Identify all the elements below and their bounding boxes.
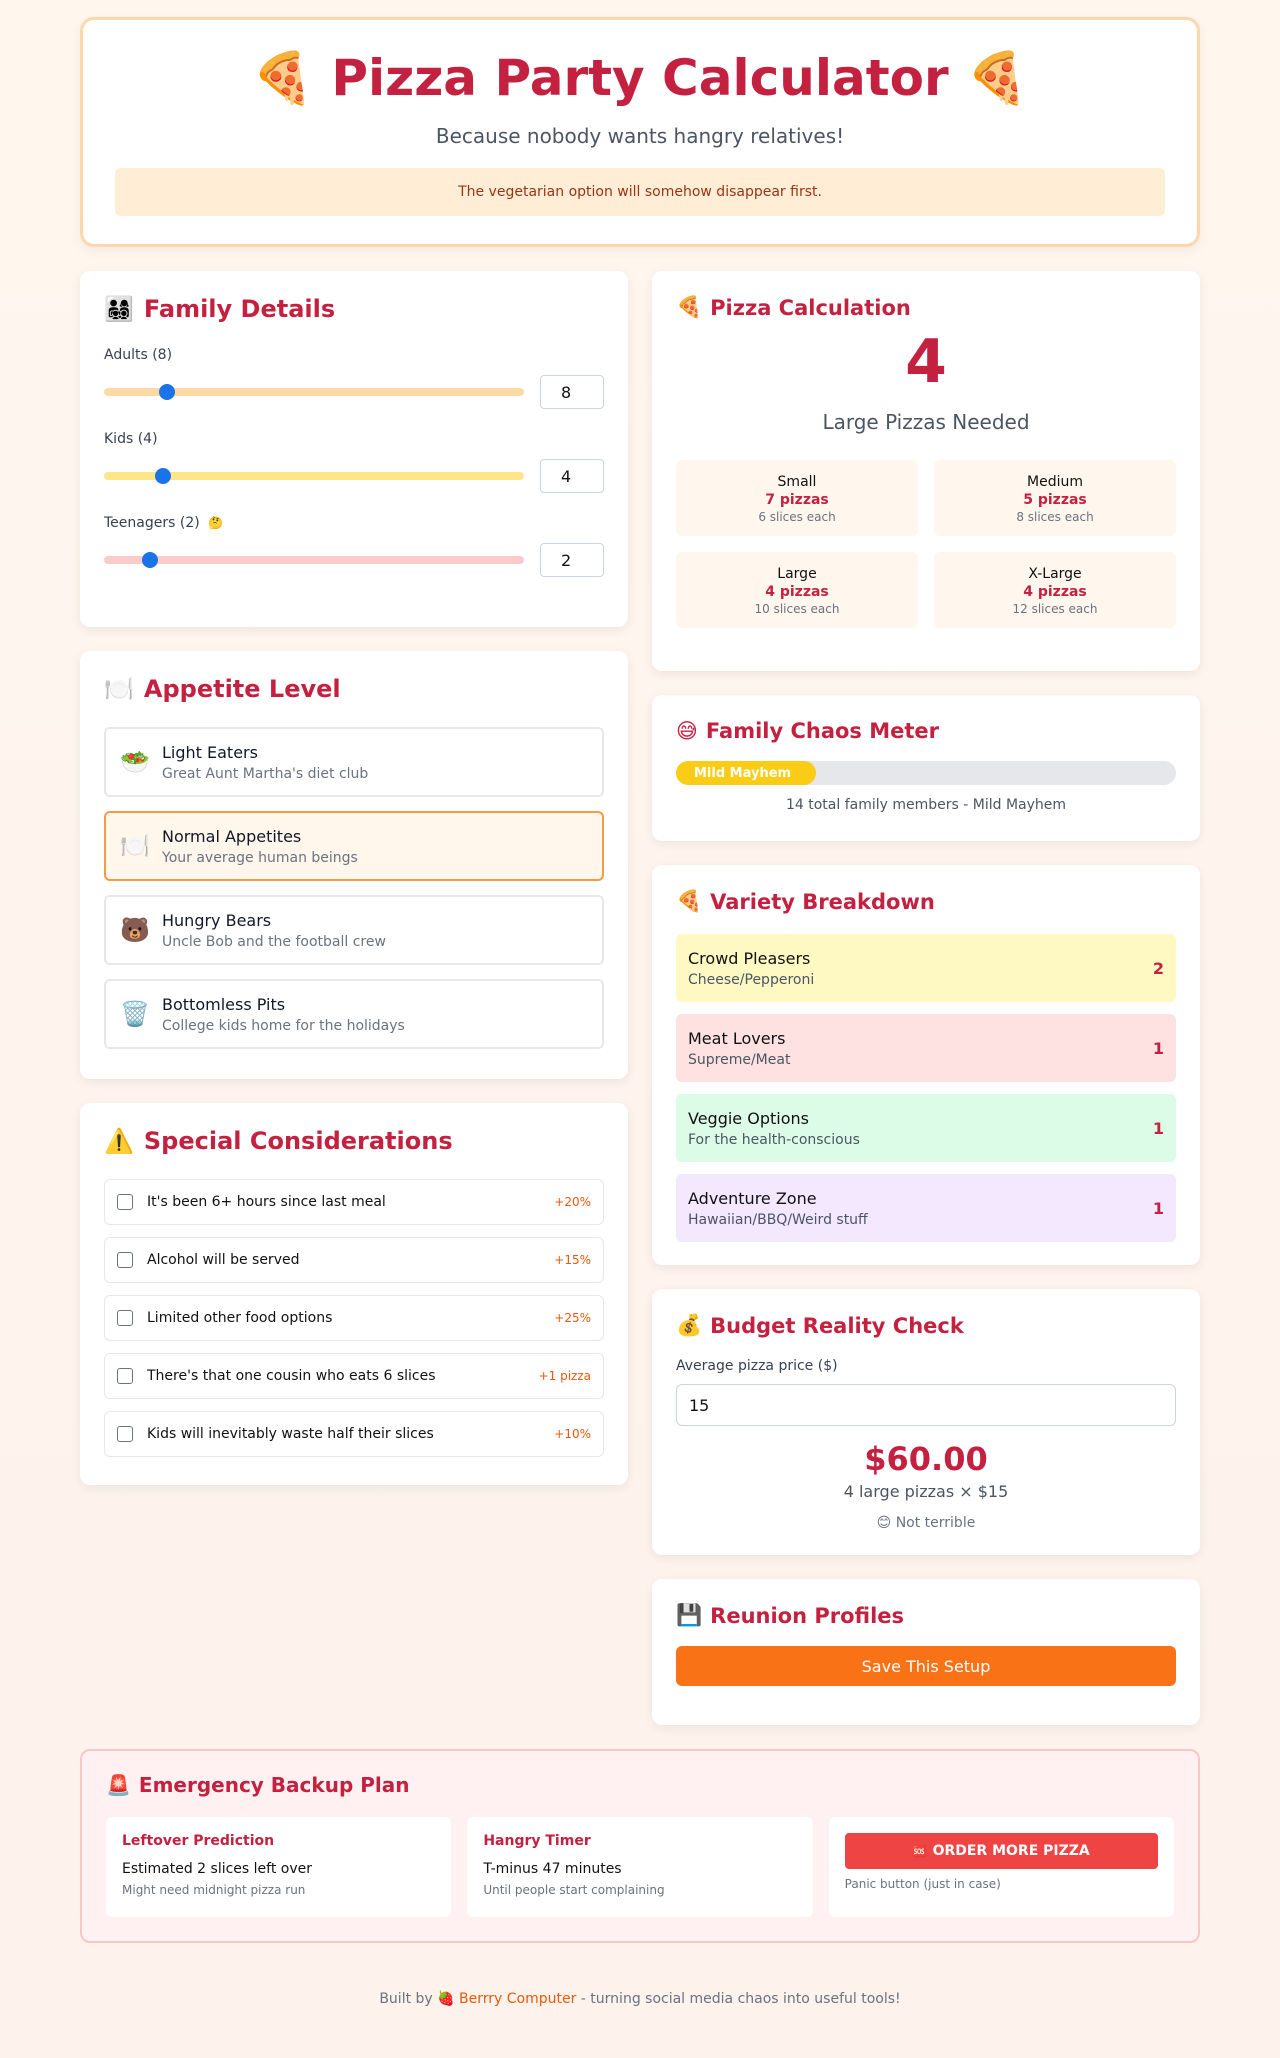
pizza-count: 4 — [905, 327, 947, 397]
budget-total: $60.00 — [864, 1440, 988, 1478]
hero-header — [80, 17, 1200, 247]
appetite-option-light[interactable]: 🥗 Light Eaters Great Aunt Martha's diet club — [104, 727, 604, 797]
appetite-option-hungry[interactable]: 🐻 Hungry Bears Uncle Bob and the football crew — [104, 895, 604, 965]
consideration-kids-waste[interactable]: Kids will inevitably waste half their slices +10% — [104, 1411, 604, 1457]
checkbox[interactable] — [117, 1368, 133, 1384]
pizza-count-label: Large Pizzas Needed — [822, 410, 1030, 434]
left-column — [80, 271, 628, 1725]
right-column — [652, 271, 1200, 1725]
variety-adventure-zone: Adventure Zone Hawaiian/BBQ/Weird stuff 1 — [676, 1174, 1176, 1242]
kids-slider[interactable] — [104, 472, 524, 480]
budget-breakdown: 4 large pizzas × $15 — [843, 1482, 1009, 1501]
main-columns — [80, 271, 1200, 1725]
sweat-smile-icon: 😅 — [676, 719, 698, 743]
money-bag-icon: 💰 — [676, 1313, 703, 1337]
consideration-hours[interactable]: It's been 6+ hours since last meal +20% — [104, 1179, 604, 1225]
size-small: Small 7 pizzas 6 slices each — [676, 460, 918, 536]
save-setup-button[interactable]: Save This Setup — [676, 1646, 1176, 1686]
sos-icon: 🆘 — [912, 1844, 927, 1858]
plate-icon: 🍽️ — [120, 832, 150, 860]
profiles-title: 💾 Reunion Profiles — [676, 1603, 905, 1628]
chaos-meter-card — [652, 695, 1200, 841]
appetite-title: 🍽️ Appetite Level — [104, 675, 341, 703]
leftover-prediction-tile: Leftover Prediction Estimated 2 slices left over Might need midnight pizza run — [106, 1817, 451, 1917]
bear-icon: 🐻 — [120, 916, 150, 944]
teens-label: Teenagers (2) 🤔 — [104, 515, 224, 531]
size-large: Large 4 pizzas 10 slices each — [676, 552, 918, 628]
size-xlarge: X-Large 4 pizzas 12 slices each — [934, 552, 1176, 628]
appetite-option-normal[interactable]: 🍽️ Normal Appetites Your average human beings — [104, 811, 604, 881]
emergency-title: 🚨 Emergency Backup Plan — [106, 1773, 410, 1797]
variety-meat-lovers: Meat Lovers Supreme/Meat 1 — [676, 1014, 1176, 1082]
adults-slider-handle[interactable] — [159, 384, 175, 400]
checkbox[interactable] — [117, 1252, 133, 1268]
special-title: ⚠️ Special Considerations — [104, 1127, 453, 1155]
pizza-calculation-card — [652, 271, 1200, 671]
appetite-option-bottomless[interactable]: 🗑️ Bottomless Pits College kids home for the holidays — [104, 979, 604, 1049]
page — [80, 0, 1200, 2007]
variety-breakdown-card — [652, 865, 1200, 1265]
kids-slider-block — [104, 431, 604, 493]
consideration-cousin[interactable]: There's that one cousin who eats 6 slices +1 pizza — [104, 1353, 604, 1399]
thinking-face-icon: 🤔 — [208, 516, 224, 530]
teens-slider-block — [104, 515, 604, 577]
tip-banner: The vegetarian option will somehow disappear first. — [115, 168, 1165, 216]
page-title: 🍕 Pizza Party Calculator 🍕 — [251, 49, 1029, 107]
price-input[interactable]: 15 — [676, 1384, 1176, 1426]
teens-slider-handle[interactable] — [142, 552, 158, 568]
footer: Built by 🍓 Berrry Computer - turning social media chaos into useful tools! — [379, 1991, 901, 2007]
budget-title: 💰 Budget Reality Check — [676, 1313, 964, 1338]
teens-input[interactable]: 2 — [540, 543, 604, 577]
order-more-pizza-button[interactable]: 🆘 ORDER MORE PIZZA — [845, 1833, 1158, 1869]
budget-verdict: 😊 Not terrible — [876, 1515, 976, 1531]
order-more-tile: 🆘 ORDER MORE PIZZA Panic button (just in case) — [829, 1817, 1174, 1917]
size-grid — [676, 460, 1176, 628]
plate-icon: 🍽️ — [104, 675, 134, 703]
page-subtitle: Because nobody wants hangry relatives! — [435, 124, 845, 148]
chaos-note: 14 total family members - Mild Mayhem — [785, 797, 1067, 813]
emergency-backup-card — [80, 1749, 1200, 1943]
wastebasket-icon: 🗑️ — [120, 1000, 150, 1028]
adults-input[interactable]: 8 — [540, 375, 604, 409]
hangry-timer-tile: Hangry Timer T-minus 47 minutes Until people start complaining — [467, 1817, 812, 1917]
budget-card — [652, 1289, 1200, 1555]
kids-label: Kids (4) — [104, 431, 158, 447]
floppy-disk-icon: 💾 — [676, 1603, 703, 1627]
adults-slider-block — [104, 347, 604, 409]
consideration-limited-food[interactable]: Limited other food options +25% — [104, 1295, 604, 1341]
berrry-computer-link[interactable]: Berrry Computer — [459, 1991, 577, 2007]
siren-icon: 🚨 — [106, 1773, 131, 1797]
warning-icon: ⚠️ — [104, 1127, 134, 1155]
variety-title: 🍕 Variety Breakdown — [676, 889, 935, 914]
chaos-title: 😅 Family Chaos Meter — [676, 719, 940, 743]
reunion-profiles-card — [652, 1579, 1200, 1725]
pizza-icon: 🍕 — [676, 295, 703, 319]
checkbox[interactable] — [117, 1194, 133, 1210]
price-label: Average pizza price ($) — [676, 1358, 838, 1374]
calc-title: 🍕 Pizza Calculation — [676, 295, 911, 320]
chaos-meter-bar — [676, 761, 1176, 785]
size-medium: Medium 5 pizzas 8 slices each — [934, 460, 1176, 536]
variety-veggie-options: Veggie Options For the health-conscious 1 — [676, 1094, 1176, 1162]
consideration-alcohol[interactable]: Alcohol will be served +15% — [104, 1237, 604, 1283]
kids-slider-handle[interactable] — [155, 468, 171, 484]
adults-label: Adults (8) — [104, 347, 173, 363]
variety-crowd-pleasers: Crowd Pleasers Cheese/Pepperoni 2 — [676, 934, 1176, 1002]
chaos-meter-fill: Mild Mayhem — [676, 761, 816, 785]
checkbox[interactable] — [117, 1310, 133, 1326]
appetite-level-card — [80, 651, 628, 1079]
special-considerations-card — [80, 1103, 628, 1485]
family-details-title: 👨‍👩‍👧‍👦 Family Details — [104, 295, 336, 323]
family-icon: 👨‍👩‍👧‍👦 — [104, 295, 134, 323]
salad-icon: 🥗 — [120, 748, 150, 776]
family-details-card — [80, 271, 628, 627]
checkbox[interactable] — [117, 1426, 133, 1442]
teens-slider[interactable] — [104, 556, 524, 564]
adults-slider[interactable] — [104, 388, 524, 396]
kids-input[interactable]: 4 — [540, 459, 604, 493]
pizza-icon: 🍕 — [676, 889, 703, 913]
